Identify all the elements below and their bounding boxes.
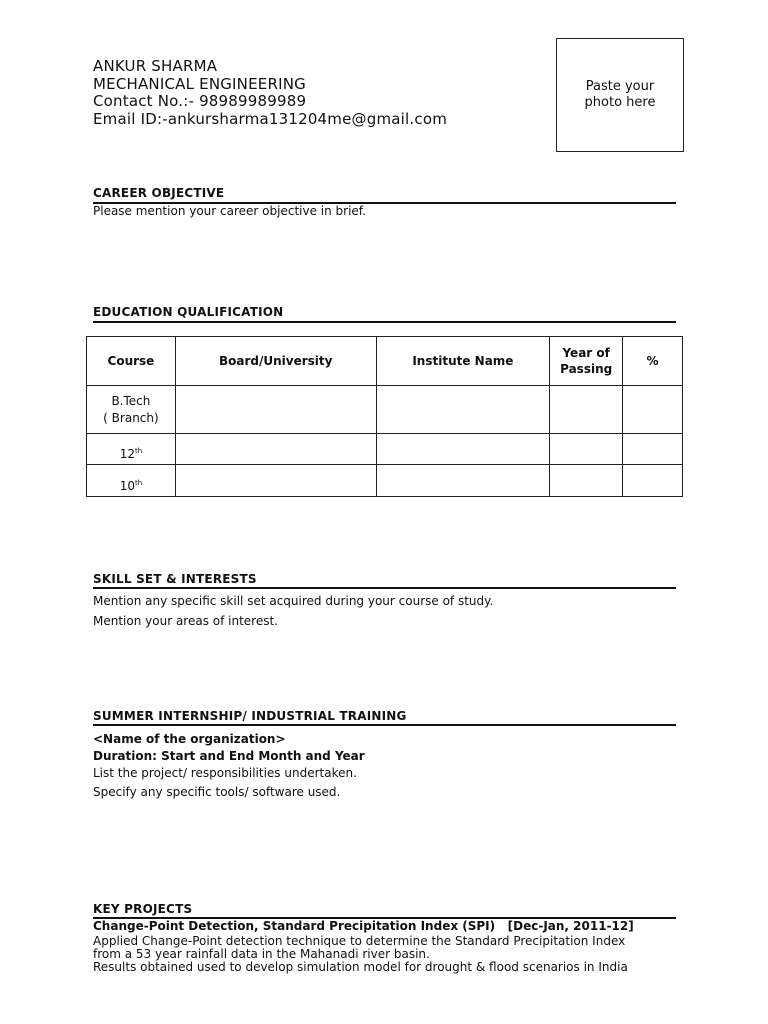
education-table-header [87, 337, 683, 386]
internship-title: SUMMER INTERNSHIP/ INDUSTRIAL TRAINING [93, 709, 407, 723]
skills-divider [93, 587, 676, 589]
institute-cell [376, 434, 550, 465]
course-10: 10 [119, 478, 135, 493]
education-divider [93, 321, 676, 323]
course-10-suffix: th [134, 478, 143, 487]
photo-placeholder-line2: photo here [584, 95, 656, 110]
course-12-suffix: th [134, 447, 143, 455]
header-board: Board/University [175, 337, 376, 386]
internship-line-1: List the project/ responsibilities undertaken. [93, 766, 357, 780]
project-line-1: Applied Change-Point detection technique to determine the Standard Precipitation Index [93, 934, 626, 948]
candidate-name: ANKUR SHARMA [93, 57, 218, 75]
course-branch: ( Branch) [103, 410, 159, 425]
skills-line-1: Mention any specific skill set acquired during your course of study. [93, 594, 494, 608]
table-row [87, 434, 683, 465]
course-cell [87, 465, 176, 497]
board-cell [175, 386, 376, 434]
projects-title: KEY PROJECTS [93, 902, 193, 916]
board-cell [175, 465, 376, 497]
career-objective-text: Please mention your career objective in brief. [93, 204, 366, 218]
internship-duration: Duration: Start and End Month and Year [93, 749, 365, 763]
header-year-line1: Year of [562, 346, 610, 360]
header-year [550, 337, 623, 386]
header-institute: Institute Name [376, 337, 550, 386]
course-btech: B.Tech [111, 393, 151, 408]
career-objective-title: CAREER OBJECTIVE [93, 186, 225, 200]
year-cell [550, 465, 623, 497]
course-12: 12 [119, 447, 135, 461]
header-course: Course [87, 337, 176, 386]
resume-header [93, 58, 447, 128]
course-cell [87, 434, 176, 465]
email-address: Email ID:-ankursharma131204me@gmail.com [93, 109, 448, 128]
candidate-department: MECHANICAL ENGINEERING [93, 74, 306, 93]
skills-line-2: Mention your areas of interest. [93, 614, 278, 628]
percent-cell [623, 465, 683, 497]
internship-divider [93, 724, 676, 726]
project-line-2: from a 53 year rainfall data in the Mahanadi river basin. [93, 947, 430, 961]
table-row [87, 465, 683, 497]
photo-placeholder [556, 38, 684, 152]
course-cell [87, 386, 176, 434]
internship-line-2: Specify any specific tools/ software used. [93, 785, 341, 799]
table-row [87, 386, 683, 434]
skills-title: SKILL SET & INTERESTS [93, 572, 257, 586]
board-cell [175, 434, 376, 465]
percent-cell [623, 434, 683, 465]
header-year-line2: Passing [560, 362, 613, 376]
year-cell [550, 386, 623, 434]
institute-cell [376, 386, 550, 434]
institute-cell [376, 465, 550, 497]
photo-placeholder-line1: Paste your [585, 79, 655, 94]
internship-organization: <Name of the organization> [93, 732, 286, 746]
contact-number: Contact No.:- 98989989989 [93, 92, 307, 110]
education-table [86, 336, 683, 497]
education-title: EDUCATION QUALIFICATION [93, 305, 284, 319]
header-percent: % [623, 337, 683, 386]
year-cell [550, 434, 623, 465]
project-line-3: Results obtained used to develop simulation model for drought & flood scenarios in India [93, 960, 628, 974]
percent-cell [623, 386, 683, 434]
project-title: Change-Point Detection, Standard Precipitation Index (SPI) [Dec-Jan, 2011-12] [93, 919, 634, 933]
